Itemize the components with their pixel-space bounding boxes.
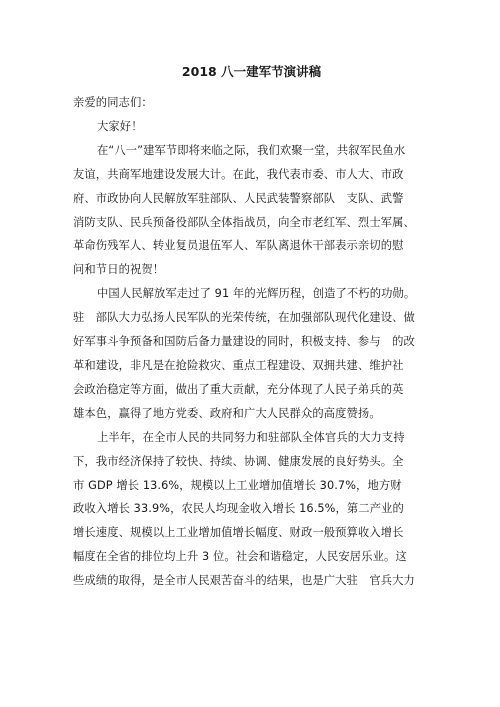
text-line: 政收入增长 33.9%，农民人均现金收入增长 16.5%，第二产业的 bbox=[73, 502, 404, 516]
text-line: 会政治稳定等方面，做出了重大贡献，充分体现了人民子弟兵的英 bbox=[73, 382, 404, 396]
document-title: 2018 八一建军节演讲稿 bbox=[181, 64, 322, 79]
text-line: 雄本色，赢得了地方党委、政府和广大人民群众的高度赞扬。 bbox=[73, 406, 381, 420]
text-line: 革和建设，非凡是在抢险救灾、重点工程建设、双拥共建、维护社 bbox=[73, 358, 404, 372]
text-line: 市 GDP 增长 13.6%，规模以上工业增加值增长 30.7%，地方财 bbox=[73, 478, 402, 492]
text-line: 革命伤残军人、转业复员退伍军人、军队离退休干部表示亲切的慰 bbox=[73, 239, 404, 253]
text-line: 府、市政协向人民解放军驻部队、人民武装警察部队 支队、武警 bbox=[73, 191, 404, 205]
text-line: 增长速度、规模以上工业增加值增长幅度、财政一般预算收入增长 bbox=[73, 526, 404, 540]
text-line: 驻 部队大力弘扬人民军队的光荣传统，在加强部队现代化建设、做 bbox=[73, 311, 415, 325]
text-line: 好军事斗争预备和国防后备力量建设的同时，积极支持、参与 的改 bbox=[73, 335, 415, 349]
text-line: 友谊，共商军地建设发展大计。在此，我代表市委、市人大、市政 bbox=[73, 167, 404, 181]
text-line: 些成绩的取得，是全市人民艰苦奋斗的结果，也是广大驻 官兵大力 bbox=[73, 574, 415, 588]
text-line: 幅度在全省的排位均上升 3 位。社会和谐稳定，人民安居乐业。这 bbox=[73, 550, 407, 564]
text-line: 消防支队、民兵预备役部队全体指战员，向全市老红军、烈士军属、 bbox=[73, 215, 415, 229]
text-line: 问和节日的祝贺！ bbox=[73, 263, 165, 277]
text-line: 上半年，在全市人民的共同努力和驻部队全体官兵的大力支持 bbox=[97, 430, 405, 444]
text-line: 中国人民解放军走过了 91 年的光辉历程，创造了不朽的功勋。 bbox=[97, 287, 416, 301]
text-line: 大家好！ bbox=[97, 119, 143, 133]
text-line: 下，我市经济保持了较快、持续、协调、健康发展的良好势头。全 bbox=[73, 454, 404, 468]
text-line: 在“八一”建军节即将来临之际，我们欢聚一堂，共叙军民鱼水 bbox=[97, 143, 406, 157]
document-body bbox=[73, 91, 430, 593]
text-line: 亲爱的同志们： bbox=[73, 96, 153, 109]
